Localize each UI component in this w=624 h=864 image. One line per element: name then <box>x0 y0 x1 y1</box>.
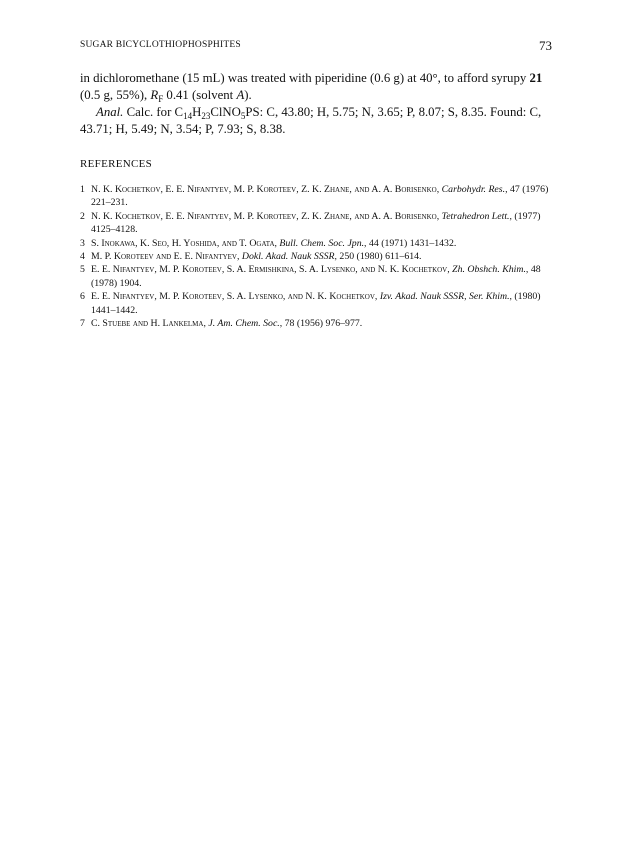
reference-citation: , 78 (1956) 976–977. <box>279 318 363 330</box>
text-run: H <box>192 105 202 119</box>
reference-item <box>80 237 552 250</box>
reference-number: 1 <box>80 184 85 195</box>
text-run: Calc. for C <box>123 105 184 119</box>
reference-item <box>80 250 552 263</box>
formula-subscript: 5 <box>240 111 246 121</box>
reference-authors: M. P. Koroteev and E. E. Nifantyev, <box>91 251 240 263</box>
reference-authors: S. Inokawa, K. Seo, H. Yoshida, and T. Ogata, <box>91 237 277 249</box>
reference-authors: C. Stuebe and H. Lankelma, <box>91 318 206 330</box>
reference-journal: Bull. Chem. Soc. Jpn. <box>279 237 365 249</box>
text-run: ClNO <box>210 105 241 119</box>
page-number: 73 <box>539 38 552 53</box>
text-run: (0.5 g, 55%), <box>80 88 151 102</box>
reference-item <box>80 263 552 290</box>
reference-number: 3 <box>80 237 85 249</box>
reference-number: 2 <box>80 210 85 222</box>
formula-subscript: 23 <box>201 111 211 121</box>
reference-citation: , 47 (1976) 221–231. <box>91 184 549 209</box>
references-heading: REFERENCES <box>80 158 153 170</box>
reference-journal: Carbohydr. Res. <box>441 184 506 195</box>
text-run: in dichloromethane (15 mL) was treated with piperidine (0.6 g) at 40°, to afford syrupy <box>80 71 530 85</box>
reference-authors: E. E. Nifantyev, M. P. Koroteev, S. A. Ermishkina, S. A. Lysenko, and N. K. Kochetkov, <box>91 264 450 276</box>
reference-journal: Zh. Obshch. Khim. <box>452 264 526 276</box>
reference-item <box>80 210 552 237</box>
reference-citation: , 250 (1980) 611–614. <box>334 251 422 263</box>
reference-number: 4 <box>80 251 85 263</box>
reference-item <box>80 290 552 317</box>
formula-subscript: 14 <box>183 111 193 121</box>
reference-number: 5 <box>80 264 85 276</box>
references-list <box>80 183 552 330</box>
reference-authors: E. E. Nifantyev, M. P. Koroteev, S. A. Lysenko, and N. K. Kochetkov, <box>91 291 378 303</box>
reference-journal: Izv. Akad. Nauk SSSR, Ser. Khim. <box>379 291 510 303</box>
reference-number: 7 <box>80 318 85 330</box>
reference-item <box>80 183 552 210</box>
anal-label: Anal. <box>96 105 124 119</box>
rf-symbol: R <box>150 88 159 102</box>
reference-authors: N. K. Kochetkov, E. E. Nifantyev, M. P. Koroteev, Z. K. Zhane, and A. A. Borisenko, <box>91 210 440 222</box>
reference-journal: Dokl. Akad. Nauk SSSR <box>241 251 335 263</box>
reference-number: 6 <box>80 291 85 303</box>
reference-citation: , (1977) 4125–4128. <box>91 210 541 236</box>
reference-item <box>80 317 552 330</box>
reference-authors: N. K. Kochetkov, E. E. Nifantyev, M. P. Koroteev, Z. K. Zhane, and A. A. Borisenko, <box>91 184 440 195</box>
reference-citation: , (1980) 1441–1442. <box>91 291 541 316</box>
reference-journal: J. Am. Chem. Soc. <box>208 318 280 330</box>
text-run: ). <box>244 88 252 102</box>
compound-number: 21 <box>529 71 543 85</box>
experimental-paragraph <box>80 70 552 104</box>
text-run: 0.41 (solvent <box>163 88 237 102</box>
reference-citation: , 44 (1971) 1431–1432. <box>364 237 457 249</box>
solvent-label: A <box>236 88 245 102</box>
reference-citation: , 48 (1978) 1904. <box>91 264 541 289</box>
running-header <box>80 40 552 54</box>
text-run: PS: C, 43.80; H, 5.75; N, 3.65; P, 8.07; S, 8.35. Found: C, 43.71; H, 5.49; N, 3.54; P, 7.93; S, 8.38. <box>80 105 542 136</box>
analysis-paragraph <box>80 104 552 138</box>
reference-journal: Tetrahedron Lett. <box>441 210 510 222</box>
body-text <box>80 70 552 138</box>
rf-subscript: F <box>158 94 164 104</box>
running-title: SUGAR BICYCLOTHIOPHOSPHITES <box>80 40 241 50</box>
